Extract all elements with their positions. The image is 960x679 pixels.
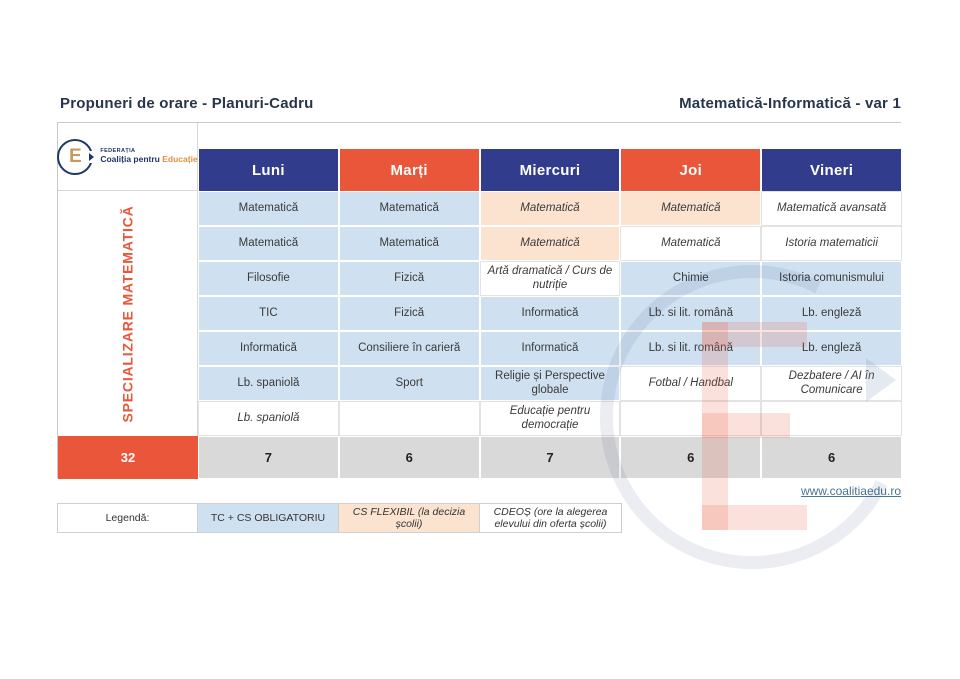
schedule-cell: Lb. spaniolă — [198, 366, 339, 401]
schedule-cell: Lb. si lit. română — [620, 296, 761, 331]
day-header-cell — [620, 123, 761, 191]
schedule-cell: Sport — [339, 366, 480, 401]
schedule-cell: Matematică — [620, 191, 761, 226]
schedule-cell: TIC — [198, 296, 339, 331]
schedule-cell: Informatică — [480, 331, 621, 366]
schedule-cell: Fizică — [339, 296, 480, 331]
legend-label: Legendă: — [58, 504, 198, 532]
schedule-cell — [620, 401, 761, 436]
day-header-cell — [339, 123, 480, 191]
schedule-cell: Lb. spaniolă — [198, 401, 339, 436]
schedule-cell: Matematică avansată — [761, 191, 902, 226]
day-header-cell — [761, 123, 902, 191]
legend-item-tc: TC + CS OBLIGATORIU — [198, 504, 339, 532]
day-header: Miercuri — [481, 149, 620, 191]
logo-federation-label: FEDERAȚIA — [100, 148, 136, 155]
schedule-cell — [761, 401, 902, 436]
schedule-table — [57, 122, 901, 478]
schedule-cell: Istoria matematicii — [761, 226, 902, 261]
day-total: 6 — [761, 436, 902, 479]
schedule-cell: Consiliere în carieră — [339, 331, 480, 366]
schedule-cell: Religie și Perspective globale — [480, 366, 621, 401]
coalition-logo-icon — [57, 139, 93, 175]
day-header-cell — [480, 123, 621, 191]
specialization-cell — [58, 191, 198, 436]
schedule-cell: Matematică — [620, 226, 761, 261]
day-total: 6 — [339, 436, 480, 479]
site-link-row — [57, 482, 901, 500]
schedule-cell: Fotbal / Handbal — [620, 366, 761, 401]
schedule-cell: Chimie — [620, 261, 761, 296]
schedule-cell: Artă dramatică / Curs de nutriție — [480, 261, 621, 296]
day-total: 6 — [620, 436, 761, 479]
schedule-cell: Lb. engleză — [761, 331, 902, 366]
schedule-cell: Matematică — [339, 191, 480, 226]
schedule-cell: Matematică — [480, 191, 621, 226]
legend — [57, 503, 622, 533]
day-total: 7 — [198, 436, 339, 479]
logo-arrow-icon — [89, 153, 94, 161]
specialization-label: SPECIALIZARE MATEMATICĂ — [119, 205, 136, 422]
schedule-cell: Matematică — [339, 226, 480, 261]
schedule-cell: Matematică — [198, 191, 339, 226]
schedule-cell: Informatică — [480, 296, 621, 331]
schedule-cell: Educație pentru democrație — [480, 401, 621, 436]
day-header-cell — [198, 123, 339, 191]
schedule-cell: Lb. si lit. română — [620, 331, 761, 366]
page-title: Propuneri de orare - Planuri-Cadru — [60, 95, 314, 112]
legend-item-cdeos: CDEOȘ (ore la alegerea elevului din oferta școlii) — [493, 506, 608, 531]
logo-text — [100, 148, 197, 164]
schedule-cell: Lb. engleză — [761, 296, 902, 331]
logo-letter: E — [69, 146, 82, 167]
schedule-cell: Matematică — [198, 226, 339, 261]
day-header: Marți — [340, 149, 479, 191]
logo-name: Coaliția pentru Educație — [100, 153, 198, 164]
schedule-cell — [339, 401, 480, 436]
website-link[interactable]: www.coalitiaedu.ro — [800, 484, 901, 498]
day-total: 7 — [480, 436, 621, 479]
schedule-cell: Matematică — [480, 226, 621, 261]
schedule-cell: Istoria comunismului — [761, 261, 902, 296]
legend-item-cs: CS FLEXIBIL (la decizia școlii) — [339, 504, 480, 532]
days-grid — [198, 123, 902, 479]
week-total: 32 — [58, 436, 198, 479]
schedule-cell: Filosofie — [198, 261, 339, 296]
schedule-cell: Fizică — [339, 261, 480, 296]
day-header: Luni — [199, 149, 338, 191]
day-header: Vineri — [762, 149, 901, 191]
day-header: Joi — [621, 149, 760, 191]
schedule-cell: Dezbatere / AI în Comunicare — [761, 366, 902, 401]
variant-title: Matematică-Informatică - var 1 — [679, 95, 901, 112]
logo — [58, 123, 198, 191]
schedule-cell: Informatică — [198, 331, 339, 366]
